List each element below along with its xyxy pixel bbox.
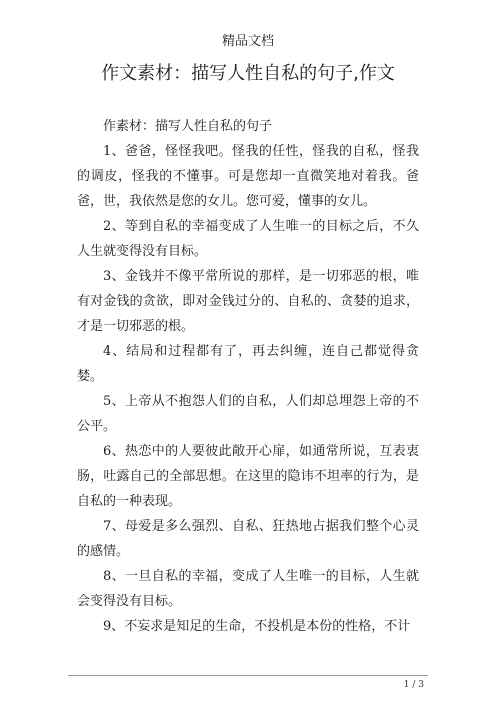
document-title: 作文素材：描写人性自私的句子,作文	[101, 63, 395, 84]
page-header: 精品文档	[221, 34, 274, 49]
footer-divider	[68, 675, 428, 676]
paragraph-intro: 作素材：描写人性自私的句子	[103, 119, 273, 134]
paragraph-1: 1、爸爸，怪怪我吧。怪我的任性，怪我的自私，怪我的调皮，怪我的不懂事。可是您却一直微笑地对着我。爸爸，世，我依然是您的女儿。您可爱，懂事的女儿。	[77, 144, 419, 209]
paragraph-7: 7、母爱是多么强烈、自私、狂热地占据我们整个心灵的感情。	[77, 519, 419, 559]
paragraph-9: 9、不妄求是知足的生命，不投机是本份的性格，不计	[103, 619, 411, 634]
document-body	[77, 114, 419, 639]
paragraph-6: 6、热恋中的人要彼此敞开心扉，如通常所说，互表衷肠，吐露自己的全部思想。在这里的隐讳不坦率的行为，是自私的一种表现。	[77, 444, 419, 509]
paragraph-3: 3、金钱并不像平常所说的那样，是一切邪恶的根，唯有对金钱的贪欲，即对金钱过分的、自私的、贪婪的追求，才是一切邪恶的根。	[77, 269, 419, 334]
page-number: 1 / 3	[403, 680, 424, 690]
paragraph-8: 8、一旦自私的幸福，变成了人生唯一的目标，人生就会变得没有目标。	[77, 569, 419, 609]
paragraph-4: 4、结局和过程都有了，再去纠缠，连自己都觉得贪婪。	[77, 344, 419, 384]
page-footer	[0, 675, 496, 690]
paragraph-5: 5、上帝从不抱怨人们的自私，人们却总埋怨上帝的不公平。	[77, 394, 419, 434]
paragraph-2: 2、等到自私的幸福变成了人生唯一的目标之后，不久人生就变得没有目标。	[77, 219, 419, 259]
